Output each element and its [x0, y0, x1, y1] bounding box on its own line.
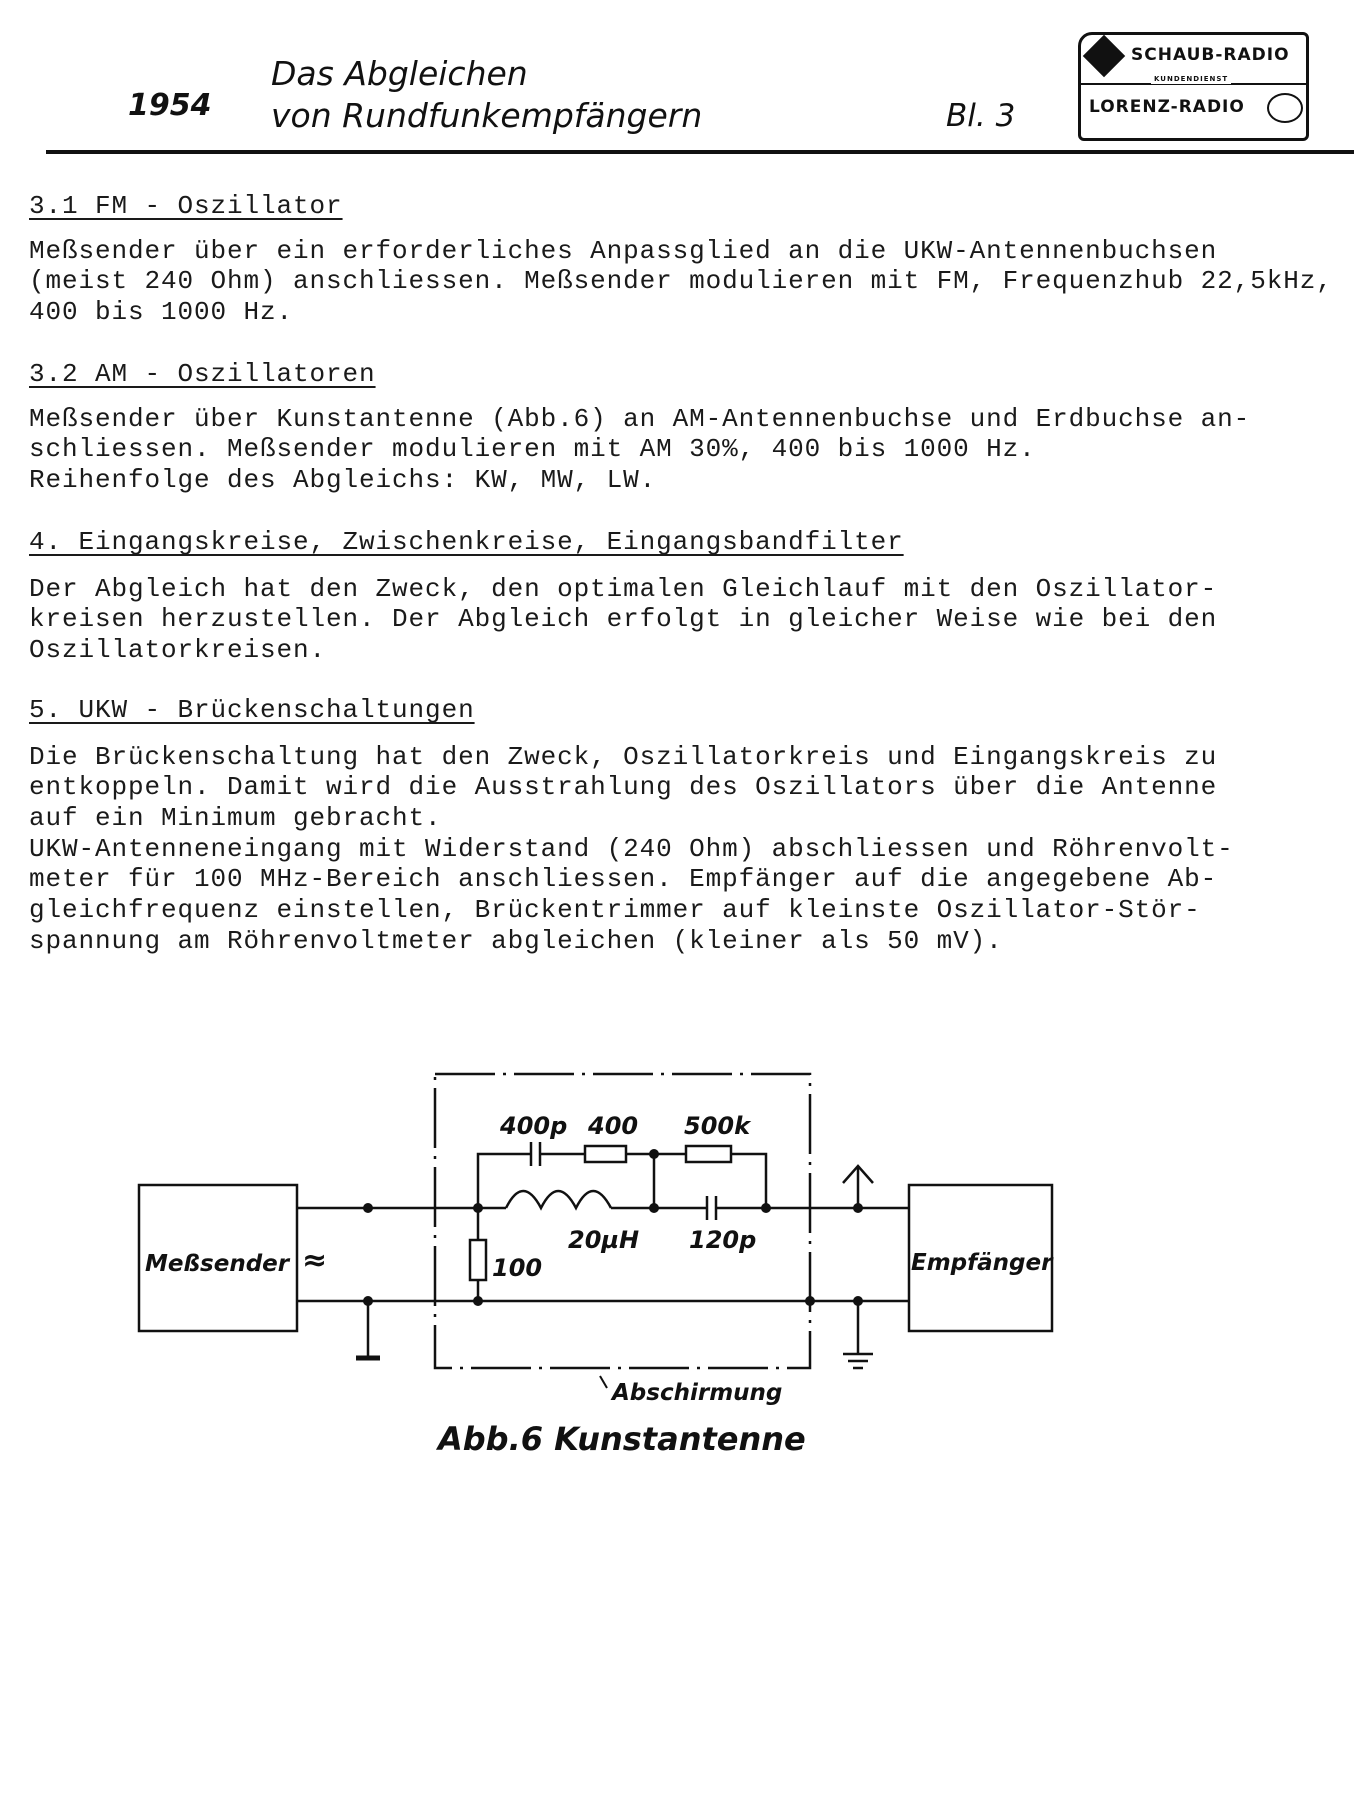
text-line: Meßsender über Kunstantenne (Abb.6) an AM-Antennenbuchse und Erdbuchse an- — [29, 403, 1251, 434]
label-empfaenger: Empfänger — [911, 1250, 1053, 1276]
text-line: Reihenfolge des Abgleichs: KW, MW, LW. — [29, 465, 657, 496]
logo-top: SCHAUB-RADIO — [1131, 45, 1290, 65]
text-line: gleichfrequenz einstellen, Brückentrimmer auf kleinste Oszillator-Stör- — [29, 895, 1201, 926]
year: 1954 — [128, 88, 212, 123]
resistor-100 — [470, 1240, 486, 1280]
text-line: kreisen herzustellen. Der Abgleich erfolgt in gleicher Weise wie bei den — [29, 604, 1218, 635]
figure-caption: Abb.6 Kunstantenne — [438, 1420, 806, 1458]
resistor-500k — [686, 1146, 731, 1162]
label-l1: 20µH — [568, 1226, 640, 1254]
title-line-2: von Rundfunkempfängern — [271, 96, 703, 135]
label-messsender: Meßsender — [145, 1251, 290, 1277]
text-line: auf ein Minimum gebracht. — [29, 803, 442, 834]
resistor-400 — [585, 1146, 626, 1162]
text-line: Oszillatorkreisen. — [29, 635, 327, 666]
label-r1: 400 — [588, 1112, 639, 1140]
label-c2: 120p — [689, 1226, 757, 1254]
sheet-number: Bl. 3 — [946, 98, 1016, 134]
label-r2: 500k — [684, 1112, 751, 1140]
text-line: Die Brückenschaltung hat den Zweck, Oszillatorkreis und Eingangskreis zu — [29, 741, 1218, 772]
title-line-1: Das Abgleichen — [271, 54, 528, 93]
text-line: Meßsender über ein erforderliches Anpassglied an die UKW-Antennenbuchsen — [29, 235, 1218, 266]
text-line: 400 bis 1000 Hz. — [29, 297, 294, 328]
text-line: UKW-Antenneneingang mit Widerstand (240 Ohm) abschliessen und Röhrenvolt- — [29, 833, 1234, 864]
label-c1: 400p — [500, 1112, 568, 1140]
text-line: meter für 100 MHz-Bereich anschliessen. Empfänger auf die angegebene Ab- — [29, 864, 1218, 895]
section-heading: 5. UKW - Brückenschaltungen — [29, 695, 475, 725]
text-line: schliessen. Meßsender modulieren mit AM 30%, 400 bis 1000 Hz. — [29, 434, 1036, 465]
inductor — [506, 1191, 611, 1208]
label-abschirmung: Abschirmung — [612, 1380, 783, 1406]
logo-middle: KUNDENDIENST — [1151, 75, 1231, 84]
section-heading: 3.2 AM - Oszillatoren — [29, 359, 376, 389]
label-r3: 100 — [492, 1254, 543, 1282]
section-heading: 3.1 FM - Oszillator — [29, 191, 343, 221]
logo-bottom: LORENZ-RADIO — [1089, 97, 1245, 117]
ac-symbol-icon: ≈ — [302, 1243, 328, 1278]
text-line: (meist 240 Ohm) anschliessen. Meßsender modulieren mit FM, Frequenzhub 22,5kHz, — [29, 266, 1333, 297]
text-line: spannung am Röhrenvoltmeter abgleichen (kleiner als 50 mV). — [29, 925, 1003, 956]
text-line: Der Abgleich hat den Zweck, den optimalen Gleichlauf mit den Oszillator- — [29, 573, 1218, 604]
text-line: entkoppeln. Damit wird die Ausstrahlung des Oszillators über die Antenne — [29, 772, 1218, 803]
section-heading: 4. Eingangskreise, Zwischenkreise, Eingangsbandfilter — [29, 527, 904, 557]
